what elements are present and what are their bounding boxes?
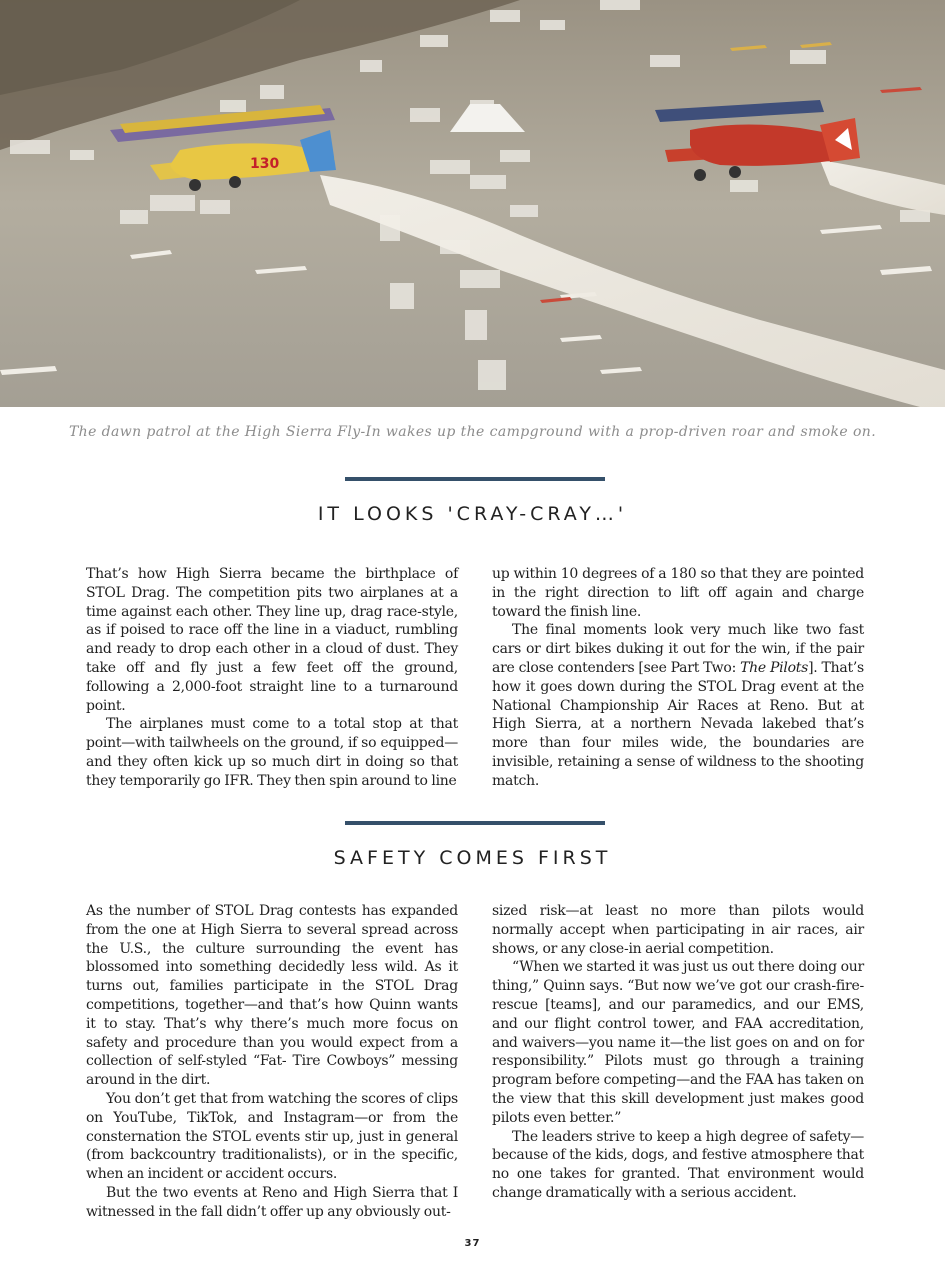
- section-heading: IT LOOKS 'CRAY-CRAY…': [317, 503, 628, 525]
- hero-photo-illustration: [0, 0, 945, 407]
- text-run: The final moments look very much like two fast cars or dirt bikes duking it out for the win, if the pair are close contenders [see Part Two:: [492, 622, 864, 676]
- paragraph: That’s how High Sierra became the birthplace of STOL Drag. The competition pits two airplanes at a time against each other. They line up, drag race-style, as if poised to race off the line in a viaduct, rumbling and ready to drop each other in a cloud of dust. They take off and fly just a few feet off the ground, following a 2,000-foot straight line to a turnaround point.: [86, 566, 458, 714]
- paragraph: But the two events at Reno and High Sierra that I witnessed in the fall didn’t offer up any obviously out-: [86, 1184, 458, 1220]
- paragraph: As the number of STOL Drag contests has expanded from the one at High Sierra to several spread across the U.S., the culture surrounding the event has blossomed into something decidedly less wild. As it turns out, families participate in the STOL Drag competitions, together—and that’s how Quinn wants it to stay. That’s why there’s much more focus on safety and procedure than you would expect from a collection of self-styled “Fat- Tire Cowboys” messing around in the dirt.: [86, 903, 458, 1089]
- section1-left-column: [86, 565, 458, 791]
- paragraph: up within 10 degrees of a 180 so that they are pointed in the right direction to lift off again and charge toward the finish line.: [492, 566, 864, 620]
- paragraph: You don’t get that from watching the scores of clips on YouTube, TikTok, and Instagram—or from the consternation the STOL events stir up, just in general (from backcountry traditionalists), or in the specific, when an incident or accident occurs.: [86, 1090, 458, 1183]
- section2-right-column: [492, 902, 864, 1203]
- paragraph: [492, 621, 864, 790]
- paragraph: sized risk—at least no more than pilots would normally accept when participating in air races, air shows, or any close-in aerial competition.: [492, 903, 864, 957]
- italic-title: The Pilots: [740, 659, 809, 676]
- section-divider: [345, 821, 605, 825]
- paragraph: The airplanes must come to a total stop at that point—with tailwheels on the ground, if so equipped—and they often kick up so much dirt in doing so that they temporarily go IFR. They then spin around to line: [86, 716, 458, 789]
- section-divider: [345, 477, 605, 481]
- paragraph: The leaders strive to keep a high degree of safety—because of the kids, dogs, and festive atmosphere that no one takes for granted. That environment would change dramatically with a serious accident.: [492, 1128, 864, 1201]
- section2-left-column: [86, 902, 458, 1222]
- page-number: 37: [464, 1238, 481, 1249]
- photo-caption: The dawn patrol at the High Sierra Fly-In wakes up the campground with a prop-driven roar and smoke on.: [68, 424, 877, 440]
- hero-photo: [0, 0, 945, 407]
- section-heading: SAFETY COMES FIRST: [333, 847, 612, 869]
- section1-right-column: [492, 565, 864, 791]
- paragraph: “When we started it was just us out there doing our thing,” Quinn says. “But now we’ve got our crash-fire-rescue [teams], and our paramedics, and our EMS, and our flight control tower, and FAA accreditation, and waivers—you name it—the list goes on and on for responsibility.” Pilots must go through a training program before competing—and the FAA has taken on the view that this skill development just makes good pilots even better.”: [492, 959, 864, 1126]
- yellow-plane-number: 130: [250, 156, 280, 172]
- text-run: ]. That’s how it goes down during the STOL Drag event at the National Championship Air Races at Reno. But at High Sierra, at a northern Nevada lakebed that’s more than four miles wide, the boundaries are invisible, retaining a sense of wildness to the shooting match.: [492, 659, 864, 789]
